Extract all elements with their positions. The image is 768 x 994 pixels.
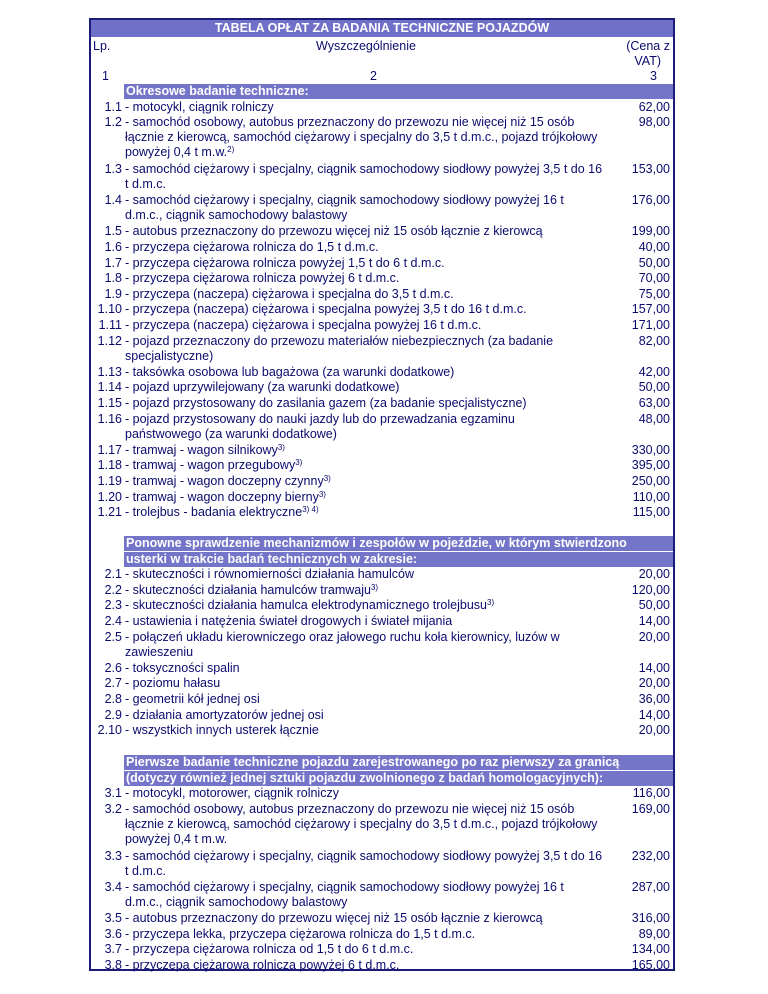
row-price: 14,00 — [638, 614, 670, 628]
row-number: 1.9 — [104, 286, 122, 301]
row-description — [125, 115, 625, 160]
description-line: - samochód ciężarowy i specjalny, ciągnik samochodowy siodłowy powyżej 16 t — [125, 879, 564, 894]
row-description — [125, 490, 625, 505]
table-row — [91, 162, 673, 193]
row-price: 48,00 — [638, 411, 670, 426]
row-description — [125, 100, 625, 115]
section-heading-continued: usterki w trakcie badań technicznych w zakresie: — [124, 552, 673, 567]
description-line: - autobus przeznaczony do przewozu więcej niż 15 osób łącznie z kierowcą — [125, 911, 543, 925]
description-line: - połączeń układu kierowniczego oraz jałowego ruchu koła kierownicy, luzów w — [125, 629, 560, 644]
table-row — [91, 412, 673, 443]
table-row — [91, 927, 673, 943]
table-row — [91, 490, 673, 506]
row-price: 316,00 — [631, 911, 670, 925]
column-header-description: Wyszczególnienie — [316, 39, 416, 53]
footnote-marker: 3) — [370, 582, 379, 592]
description-line: - przyczepa ciężarowa rolnicza do 1,5 t d.m.c. — [125, 240, 379, 254]
row-description — [125, 676, 625, 691]
row-price: 165,00 — [631, 957, 670, 972]
row-price: 14,00 — [638, 660, 670, 675]
footnote-marker: 3) — [318, 489, 326, 499]
row-number: 1.14 — [97, 380, 122, 395]
row-number: 2.3 — [104, 598, 122, 613]
row-description — [125, 661, 625, 676]
row-number: 1.13 — [97, 364, 122, 379]
row-number: 3.2 — [104, 801, 122, 816]
row-price: 176,00 — [631, 193, 670, 208]
row-price: 153,00 — [631, 162, 670, 176]
row-price: 50,00 — [638, 255, 670, 270]
row-number: 1.6 — [104, 240, 122, 254]
description-line: - przyczepa lekka, przyczepa ciężarowa rolnicza do 1,5 t d.m.c. — [125, 926, 476, 941]
row-number: 3.4 — [104, 879, 122, 894]
row-number: 1.7 — [104, 255, 122, 270]
row-price: 42,00 — [638, 364, 670, 379]
row-description — [125, 849, 625, 879]
row-price: 20,00 — [638, 567, 670, 582]
row-description — [125, 927, 625, 942]
description-line: - przyczepa ciężarowa rolnicza powyżej 6 t d.m.c. — [125, 271, 400, 286]
description-line: - tramwaj - wagon silnikowy — [125, 442, 278, 457]
row-number: 1.1 — [104, 99, 122, 114]
row-description — [125, 412, 625, 442]
table-row — [91, 802, 673, 849]
row-description — [125, 708, 625, 723]
row-description — [125, 443, 625, 458]
row-price: 40,00 — [638, 240, 670, 254]
row-number: 3.3 — [104, 848, 122, 863]
row-description — [125, 802, 625, 847]
row-description — [125, 723, 625, 738]
row-number: 2.10 — [97, 723, 122, 738]
table-row — [91, 849, 673, 880]
row-description — [125, 692, 625, 707]
row-number: 2.5 — [104, 629, 122, 644]
row-number: 1.15 — [97, 396, 122, 410]
description-line: - autobus przeznaczony do przewozu więcej niż 15 osób łącznie z kierowcą — [125, 224, 543, 239]
description-line: - przyczepa (naczepa) ciężarowa i specjalna powyżej 3,5 t do 16 t d.m.c. — [125, 302, 527, 317]
footnote-marker: 3) — [295, 458, 303, 468]
description-line: t d.m.c. — [125, 863, 166, 878]
description-line: - tramwaj - wagon przegubowy — [125, 458, 296, 473]
table-row — [91, 692, 673, 708]
row-price: 169,00 — [631, 801, 670, 816]
row-number: 1.10 — [97, 302, 122, 317]
table-row — [91, 958, 673, 974]
row-description — [125, 458, 625, 473]
row-price: 232,00 — [631, 848, 670, 863]
description-line: - taksówka osobowa lub bagażowa (za warunki dodatkowe) — [125, 364, 455, 379]
description-line: - samochód ciężarowy i specjalny, ciągnik samochodowy siodłowy powyżej 3,5 t do 16 — [125, 162, 603, 176]
row-price: 36,00 — [638, 692, 670, 706]
row-number: 1.5 — [104, 224, 122, 239]
row-description — [125, 942, 625, 957]
description-line: - przyczepa ciężarowa rolnicza od 1,5 t do 6 t d.m.c. — [125, 942, 414, 957]
row-price: 50,00 — [638, 380, 670, 395]
table-row — [91, 458, 673, 474]
description-line: zawieszeniu — [125, 644, 194, 659]
row-description — [125, 334, 625, 364]
table-row — [91, 443, 673, 459]
section-heading: Okresowe badanie techniczne: — [124, 84, 673, 99]
row-price: 82,00 — [638, 333, 670, 348]
row-number: 1.11 — [98, 318, 122, 332]
column-header-lp: Lp. — [93, 39, 111, 53]
description-line: - samochód ciężarowy i specjalny, ciągnik samochodowy siodłowy powyżej 16 t — [125, 193, 564, 208]
description-line: - tramwaj - wagon doczepny czynny — [125, 474, 324, 488]
row-price: 110,00 — [632, 489, 670, 504]
row-price: 20,00 — [638, 629, 670, 644]
row-description — [125, 318, 625, 333]
row-price: 199,00 — [631, 224, 670, 239]
row-price: 14,00 — [638, 707, 670, 722]
row-price: 89,00 — [638, 926, 670, 941]
table-row — [91, 287, 673, 303]
description-line: łącznie z kierowcą, samochód ciężarowy i specjalny do 3,5 t d.m.c., pojazd trójkołowy — [125, 130, 598, 145]
table-title: TABELA OPŁAT ZA BADANIA TECHNICZNE POJAZDÓW — [91, 20, 673, 37]
row-description — [125, 880, 625, 910]
description-line: - pojazd przystosowany do zasilania gazem (za badanie specjalistyczne) — [125, 396, 527, 410]
row-description — [125, 614, 625, 629]
description-line: - przyczepa (naczepa) ciężarowa i specjalna do 3,5 t d.m.c. — [125, 286, 454, 301]
row-description — [125, 287, 625, 302]
description-line: państwowego (za warunki dodatkowe) — [125, 426, 337, 441]
row-description — [125, 958, 625, 973]
row-description — [125, 786, 625, 801]
table-row — [91, 380, 673, 396]
table-row — [91, 567, 673, 583]
row-description — [125, 240, 625, 255]
table-row — [91, 224, 673, 240]
table-row — [91, 911, 673, 927]
table-row — [91, 396, 673, 412]
table-row — [91, 256, 673, 272]
description-line: łącznie z kierowcą, samochód ciężarowy i specjalny do 3,5 t d.m.c., pojazd trójkołowy — [125, 816, 598, 831]
table-row — [91, 115, 673, 162]
row-price: 120,00 — [631, 582, 670, 597]
description-line: d.m.c., ciągnik samochodowy balastowy — [125, 894, 348, 909]
row-number: 1.2 — [104, 115, 122, 130]
table-row — [91, 318, 673, 334]
table-row — [91, 302, 673, 318]
table-row — [91, 583, 673, 599]
row-number: 2.8 — [104, 692, 122, 706]
table-row — [91, 614, 673, 630]
description-line: - przyczepa ciężarowa rolnicza powyżej 1,5 t do 6 t d.m.c. — [125, 255, 445, 270]
row-price: 134,00 — [631, 942, 670, 957]
row-description — [125, 380, 625, 395]
row-number: 3.7 — [104, 942, 122, 957]
row-price: 171,00 — [631, 318, 670, 332]
row-description — [125, 630, 625, 660]
row-description — [125, 224, 625, 239]
row-price: 70,00 — [638, 271, 670, 286]
description-line: t d.m.c. — [125, 177, 166, 191]
footnote-marker: 3) — [323, 474, 331, 483]
section-heading: Ponowne sprawdzenie mechanizmów i zespołów w pojeździe, w którym stwierdzono — [124, 536, 673, 551]
row-number: 1.21 — [97, 505, 122, 520]
row-description — [125, 365, 625, 380]
fee-table — [89, 18, 675, 971]
row-description — [125, 474, 625, 489]
footnote-marker: 3) — [487, 598, 495, 608]
row-number: 2.9 — [104, 707, 122, 722]
row-number: 1.19 — [97, 474, 122, 488]
description-line: - skuteczności i równomierności działania hamulców — [125, 567, 415, 582]
row-number: 3.5 — [104, 911, 122, 925]
table-row — [91, 630, 673, 661]
row-description — [125, 396, 625, 411]
table-row — [91, 942, 673, 958]
description-line: - motocykl, motorower, ciągnik rolniczy — [125, 786, 339, 801]
row-description — [125, 598, 625, 613]
row-price: 20,00 — [638, 676, 670, 691]
description-line: - motocykl, ciągnik rolniczy — [125, 99, 274, 114]
description-line: - pojazd przystosowany do nauki jazdy lub do przewadzania egzaminu — [125, 411, 515, 426]
table-row — [91, 193, 673, 224]
description-line: - poziomu hałasu — [125, 676, 221, 691]
description-line: d.m.c., ciągnik samochodowy balastowy — [125, 208, 348, 223]
row-price: 330,00 — [631, 442, 670, 457]
row-number: 2.7 — [104, 676, 122, 691]
description-line: - przyczepa ciężarowa rolnicza powyżej 6 t d.m.c. — [125, 957, 400, 972]
row-description — [125, 505, 625, 520]
row-price: 20,00 — [638, 723, 670, 738]
description-line: - samochód osobowy, autobus przeznaczony do przewozu nie więcej niż 15 osób — [125, 801, 575, 816]
description-line: - trolejbus - badania elektryczne — [125, 505, 303, 520]
description-line: powyżej 0,4 t m.w. — [125, 831, 228, 846]
row-description — [125, 583, 625, 598]
table-row — [91, 880, 673, 911]
table-row — [91, 100, 673, 116]
column-number-price: 3 — [650, 69, 657, 83]
row-price: 116,00 — [632, 786, 670, 801]
row-number: 3.6 — [104, 926, 122, 941]
table-row — [91, 474, 673, 490]
row-number: 2.4 — [104, 614, 122, 628]
description-line: - samochód ciężarowy i specjalny, ciągnik samochodowy siodłowy powyżej 3,5 t do 16 — [125, 848, 603, 863]
table-row — [91, 676, 673, 692]
row-description — [125, 162, 625, 192]
row-price: 157,00 — [631, 302, 670, 317]
row-description — [125, 911, 625, 926]
column-number-lp: 1 — [102, 69, 109, 83]
row-number: 1.17 — [97, 442, 122, 457]
row-number: 1.4 — [104, 193, 122, 208]
description-line: - tramwaj - wagon doczepny bierny — [125, 489, 319, 504]
row-description — [125, 256, 625, 271]
column-number-description: 2 — [370, 69, 377, 83]
row-number: 2.2 — [104, 582, 122, 597]
row-price: 395,00 — [631, 458, 670, 473]
description-line: - pojazd przeznaczony do przewozu materiałów niebezpiecznych (za badanie — [125, 333, 554, 348]
column-header-price-line1: (Cena z — [626, 39, 670, 53]
description-line: specjalistyczne) — [125, 348, 214, 363]
description-line: - wszystkich innych usterek łącznie — [125, 723, 319, 738]
description-line: - geometrii kół jednej osi — [125, 692, 260, 706]
description-line: - przyczepa (naczepa) ciężarowa i specjalna powyżej 16 t d.m.c. — [125, 318, 482, 332]
table-row — [91, 786, 673, 802]
row-price: 62,00 — [638, 99, 670, 114]
table-row — [91, 505, 673, 521]
row-number: 1.18 — [97, 458, 122, 473]
row-description — [125, 193, 625, 223]
row-number: 2.6 — [104, 660, 122, 675]
description-line: - toksyczności spalin — [125, 660, 240, 675]
description-line: - skuteczności działania hamulców tramwaju — [125, 582, 371, 597]
table-row — [91, 708, 673, 724]
footnote-marker: 2) — [227, 145, 235, 155]
row-price: 50,00 — [638, 598, 670, 613]
column-header-price-line2: VAT) — [634, 54, 661, 68]
row-number: 1.12 — [97, 333, 122, 348]
table-row — [91, 365, 673, 381]
row-description — [125, 271, 625, 286]
table-row — [91, 271, 673, 287]
row-price: 250,00 — [631, 474, 670, 488]
description-line: - samochód osobowy, autobus przeznaczony do przewozu nie więcej niż 15 osób — [125, 115, 575, 130]
row-number: 1.3 — [104, 162, 122, 176]
description-line: powyżej 0,4 t m.w. — [125, 145, 228, 160]
row-price: 98,00 — [638, 115, 670, 130]
section-heading: Pierwsze badanie techniczne pojazdu zarejestrowanego po raz pierwszy za granicą — [124, 755, 673, 770]
table-row — [91, 240, 673, 256]
row-number: 1.16 — [97, 411, 122, 426]
description-line: - ustawienia i natężenia świateł drogowych i świateł mijania — [125, 614, 453, 628]
row-price: 287,00 — [631, 879, 670, 894]
row-description — [125, 302, 625, 317]
table-row — [91, 723, 673, 739]
row-number: 3.8 — [104, 957, 122, 972]
row-number: 1.8 — [104, 271, 122, 286]
table-row — [91, 334, 673, 365]
row-number: 3.1 — [104, 786, 122, 801]
description-line: - skuteczności działania hamulca elektrodynamicznego trolejbusu — [125, 598, 487, 613]
row-price: 75,00 — [638, 286, 670, 301]
row-price: 115,00 — [632, 505, 670, 520]
table-row — [91, 661, 673, 677]
table-row — [91, 598, 673, 614]
section-heading-continued: (dotyczy również jednej sztuki pojazdu zwolnionego z badań homologacyjnych): — [124, 771, 673, 786]
footnote-marker: 3) 4) — [302, 505, 319, 515]
description-line: - pojazd uprzywilejowany (za warunki dodatkowe) — [125, 380, 400, 395]
row-number: 1.20 — [97, 489, 122, 504]
row-price: 63,00 — [638, 396, 670, 410]
footnote-marker: 3) — [277, 442, 285, 452]
row-description — [125, 567, 625, 582]
description-line: - działania amortyzatorów jednej osi — [125, 707, 324, 722]
row-number: 2.1 — [104, 567, 122, 582]
